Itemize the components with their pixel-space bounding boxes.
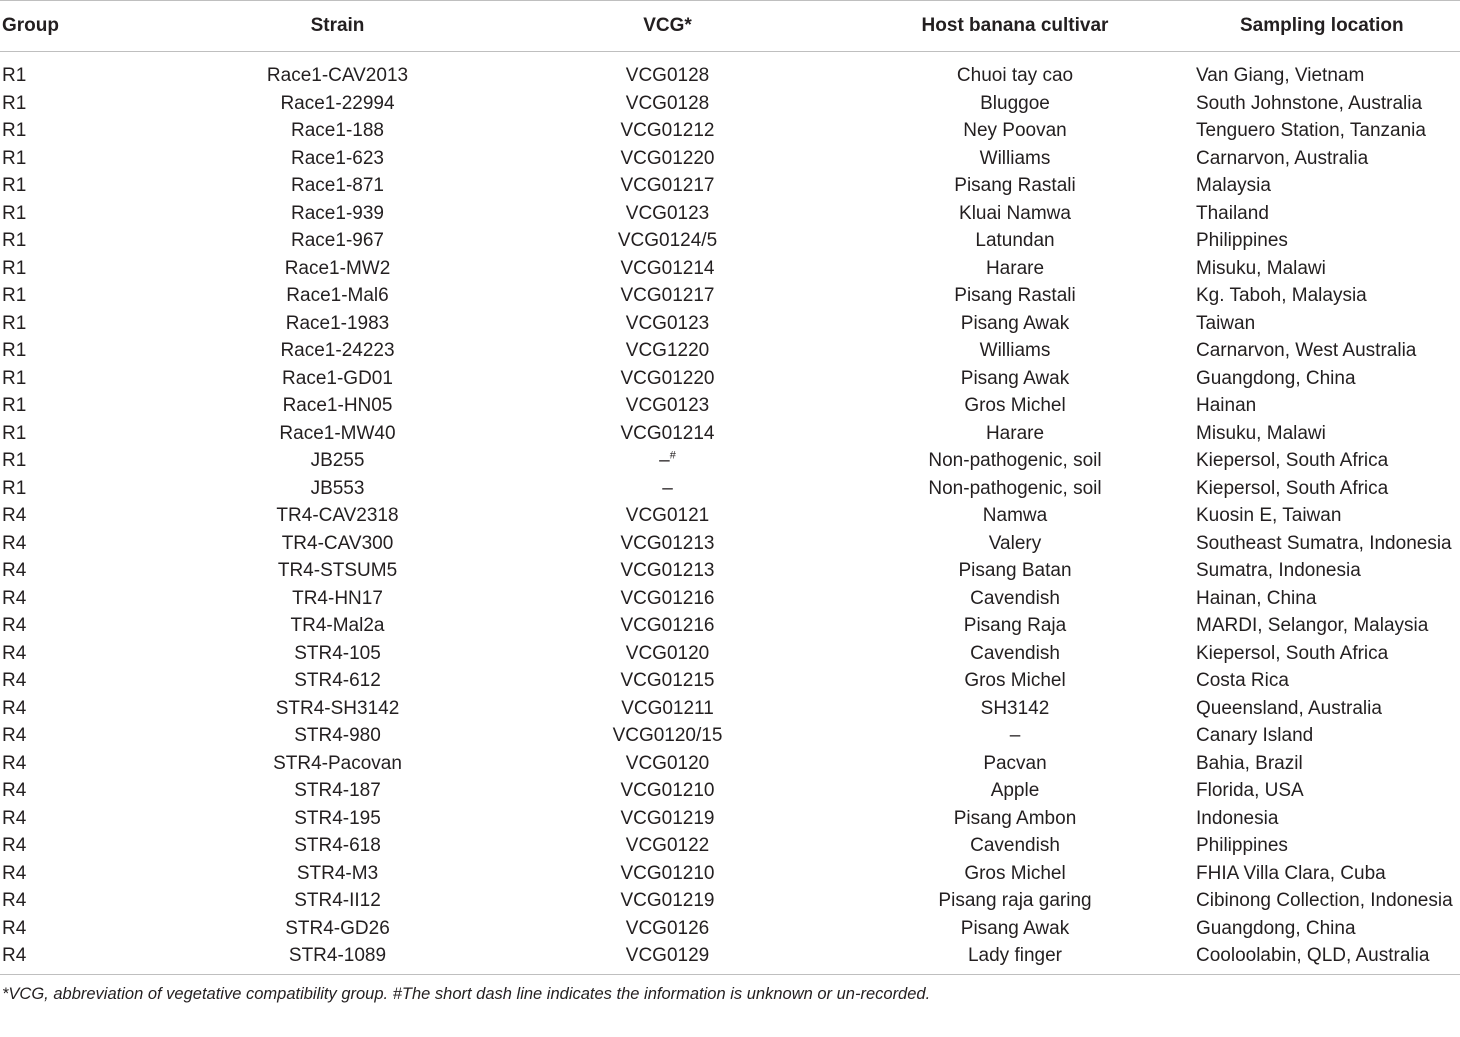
cell-vcg-value: – xyxy=(662,477,673,499)
cell-vcg-value: VCG01215 xyxy=(620,670,715,691)
cell-strain: STR4-612 xyxy=(294,670,381,691)
cell-strain: STR4-618 xyxy=(294,835,381,856)
cell-vcg xyxy=(485,612,850,640)
table-row xyxy=(0,392,1460,420)
cell-vcg-value: VCG01213 xyxy=(620,560,715,581)
cell-host: Pisang Awak xyxy=(960,367,1070,389)
cell-vcg-value: VCG0129 xyxy=(625,945,710,966)
table-row xyxy=(0,117,1460,145)
table-row xyxy=(0,777,1460,805)
cell-vcg-value: VCG0120/15 xyxy=(612,725,723,746)
cell-group: R4 xyxy=(2,725,27,746)
cell-vcg xyxy=(485,887,850,915)
cell-group: R1 xyxy=(2,367,27,389)
cell-host: Gros Michel xyxy=(964,395,1066,416)
table-row xyxy=(0,475,1460,503)
cell-group: R1 xyxy=(2,340,27,361)
cell-vcg xyxy=(485,805,850,833)
cell-vcg xyxy=(485,557,850,585)
table-row xyxy=(0,365,1460,393)
cell-vcg xyxy=(485,337,850,365)
cell-strain: Race1-GD01 xyxy=(282,367,393,389)
cell-location: Guangdong, China xyxy=(1196,917,1356,939)
cell-vcg-value: VCG01211 xyxy=(621,697,714,719)
cell-vcg xyxy=(485,310,850,338)
cell-host: Pisang Batan xyxy=(958,560,1072,581)
header-vcg: VCG* xyxy=(485,1,850,52)
cell-vcg-value: VCG01214 xyxy=(620,257,715,279)
cell-vcg-value: VCG01217 xyxy=(620,175,715,196)
cell-vcg-value: VCG01210 xyxy=(620,862,715,884)
cell-host: Non-pathogenic, soil xyxy=(928,477,1102,499)
cell-vcg xyxy=(485,915,850,943)
cell-location: Cibinong Collection, Indonesia xyxy=(1196,890,1453,911)
cell-location: Sumatra, Indonesia xyxy=(1196,560,1361,581)
table-row xyxy=(0,942,1460,974)
table-row xyxy=(0,585,1460,613)
table-row xyxy=(0,805,1460,833)
table-row xyxy=(0,310,1460,338)
cell-group: R4 xyxy=(2,890,27,911)
table-header xyxy=(0,1,1460,52)
cell-group: R1 xyxy=(2,477,27,499)
cell-host: Pacvan xyxy=(983,752,1047,774)
cell-strain: Race1-188 xyxy=(291,120,384,141)
cell-host: Bluggoe xyxy=(980,92,1050,114)
cell-vcg-value: – xyxy=(659,450,670,471)
cell-host: SH3142 xyxy=(980,697,1050,719)
cell-vcg xyxy=(485,392,850,420)
cell-host: Pisang Raja xyxy=(963,615,1067,636)
cell-group: R4 xyxy=(2,752,27,774)
cell-location: Indonesia xyxy=(1196,807,1279,829)
cell-host: Cavendish xyxy=(970,642,1060,664)
cell-group: R4 xyxy=(2,505,27,526)
table-row xyxy=(0,52,1460,90)
cell-vcg xyxy=(485,530,850,558)
cell-strain: STR4-Pacovan xyxy=(273,752,402,774)
table-row xyxy=(0,667,1460,695)
cell-host: Williams xyxy=(979,340,1051,361)
cell-location: Taiwan xyxy=(1196,312,1256,334)
table-row xyxy=(0,255,1460,283)
cell-group: R1 xyxy=(2,230,27,251)
cell-strain: Race1-1983 xyxy=(285,312,390,334)
cell-group: R1 xyxy=(2,285,27,306)
cell-host: – xyxy=(1009,725,1021,746)
cell-strain: TR4-CAV2318 xyxy=(276,505,399,526)
cell-location: Canary Island xyxy=(1196,725,1314,746)
table-row xyxy=(0,750,1460,778)
cell-group: R1 xyxy=(2,257,27,279)
header-row xyxy=(0,1,1460,52)
cell-host: Pisang Awak xyxy=(960,312,1070,334)
cell-group: R4 xyxy=(2,917,27,939)
cell-strain: Race1-MW2 xyxy=(284,257,391,279)
cell-group: R4 xyxy=(0,942,190,974)
cell-vcg xyxy=(485,860,850,888)
cell-group: R1 xyxy=(2,312,27,334)
cell-host: Ney Poovan xyxy=(963,120,1067,141)
cell-strain: JB255 xyxy=(310,450,365,471)
cell-host: Gros Michel xyxy=(964,670,1066,691)
cell-group: R1 xyxy=(2,120,27,141)
cell-group: R1 xyxy=(2,450,27,471)
table-row xyxy=(0,887,1460,915)
cell-vcg-value: VCG0123 xyxy=(625,202,710,224)
cell-group: R1 xyxy=(2,92,27,114)
cell-location: Costa Rica xyxy=(1196,670,1289,691)
cell-strain: Race1-871 xyxy=(291,175,384,196)
cell-host: Pisang Awak xyxy=(960,917,1070,939)
cell-group: R4 xyxy=(2,670,27,691)
cell-strain: TR4-Mal2a xyxy=(290,615,385,636)
cell-host: Chuoi tay cao xyxy=(956,65,1074,86)
cell-location: Philippines xyxy=(1196,230,1288,251)
cell-vcg xyxy=(485,777,850,805)
cell-strain: STR4-195 xyxy=(294,807,381,829)
cell-vcg xyxy=(485,172,850,200)
cell-host: Valery xyxy=(988,532,1042,554)
cell-strain: TR4-CAV300 xyxy=(281,532,394,554)
cell-vcg xyxy=(485,750,850,778)
table-row xyxy=(0,640,1460,668)
table-row xyxy=(0,447,1460,475)
cell-location: Van Giang, Vietnam xyxy=(1196,65,1365,86)
cell-strain: STR4-SH3142 xyxy=(275,697,400,719)
header-location: Sampling location xyxy=(1180,1,1460,52)
cell-vcg xyxy=(485,722,850,750)
cell-vcg-value: VCG1220 xyxy=(625,340,710,361)
cell-vcg-value: VCG0126 xyxy=(625,917,710,939)
cell-host: Cavendish xyxy=(970,587,1060,609)
table-row xyxy=(0,172,1460,200)
cell-host: Harare xyxy=(985,257,1045,279)
cell-location: Kiepersol, South Africa xyxy=(1196,642,1389,664)
table-row xyxy=(0,502,1460,530)
cell-vcg xyxy=(485,585,850,613)
cell-location: Misuku, Malawi xyxy=(1196,257,1326,279)
cell-location: Bahia, Brazil xyxy=(1196,752,1303,774)
cell-vcg xyxy=(485,832,850,860)
cell-vcg xyxy=(485,447,850,475)
header-group: Group xyxy=(0,1,190,52)
cell-vcg xyxy=(485,227,850,255)
cell-group: R1 xyxy=(2,65,27,86)
cell-group: R1 xyxy=(2,175,27,196)
cell-location: Kiepersol, South Africa xyxy=(1196,450,1389,471)
cell-strain: Race1-CAV2013 xyxy=(266,65,409,86)
cell-vcg-value: VCG0120 xyxy=(625,752,710,774)
cell-location: Carnarvon, West Australia xyxy=(1196,340,1417,361)
table-row xyxy=(0,420,1460,448)
table-row xyxy=(0,612,1460,640)
cell-group: R4 xyxy=(2,697,27,719)
cell-location: Hainan, China xyxy=(1196,587,1317,609)
cell-vcg-value: VCG01210 xyxy=(620,780,715,801)
cell-group: R4 xyxy=(2,780,27,801)
table-row xyxy=(0,90,1460,118)
cell-vcg-value: VCG01212 xyxy=(620,120,715,141)
cell-vcg xyxy=(485,200,850,228)
cell-strain: TR4-HN17 xyxy=(292,587,383,609)
cell-host: Non-pathogenic, soil xyxy=(928,450,1102,471)
cell-vcg-value: VCG01219 xyxy=(620,807,715,829)
cell-host: Pisang raja garing xyxy=(938,890,1092,911)
cell-strain: STR4-1089 xyxy=(190,942,485,974)
cell-strain: STR4-980 xyxy=(294,725,381,746)
cell-host: Harare xyxy=(985,422,1045,444)
cell-vcg-value: VCG0128 xyxy=(625,92,710,114)
table-row xyxy=(0,200,1460,228)
cell-vcg-value: VCG01214 xyxy=(620,422,715,444)
cell-group: R4 xyxy=(2,642,27,664)
cell-vcg-value: VCG0128 xyxy=(625,65,710,86)
cell-location: Kg. Taboh, Malaysia xyxy=(1196,285,1367,306)
cell-vcg xyxy=(485,365,850,393)
cell-vcg xyxy=(485,90,850,118)
cell-host: Cavendish xyxy=(970,835,1060,856)
cell-location: Carnarvon, Australia xyxy=(1196,147,1369,169)
cell-vcg-value: VCG0121 xyxy=(625,505,710,526)
table-row xyxy=(0,695,1460,723)
cell-vcg xyxy=(485,640,850,668)
cell-vcg xyxy=(485,475,850,503)
cell-vcg-value: VCG01213 xyxy=(620,532,715,554)
cell-location: Thailand xyxy=(1196,202,1269,224)
cell-vcg xyxy=(485,942,850,974)
cell-vcg xyxy=(485,502,850,530)
cell-group: R1 xyxy=(2,147,27,169)
cell-location: Tenguero Station, Tanzania xyxy=(1196,120,1426,141)
table-row xyxy=(0,227,1460,255)
cell-strain: Race1-Mal6 xyxy=(286,285,389,306)
cell-location: FHIA Villa Clara, Cuba xyxy=(1196,862,1386,884)
cell-location: Kuosin E, Taiwan xyxy=(1196,505,1342,526)
cell-vcg-value: VCG0123 xyxy=(625,312,710,334)
cell-strain: STR4-M3 xyxy=(296,862,379,884)
cell-location: Misuku, Malawi xyxy=(1196,422,1326,444)
cell-vcg-value: VCG0123 xyxy=(625,395,710,416)
cell-host: Williams xyxy=(979,147,1051,169)
cell-location: Cooloolabin, QLD, Australia xyxy=(1180,942,1460,974)
cell-strain: Race1-24223 xyxy=(280,340,395,361)
cell-vcg xyxy=(485,52,850,90)
cell-vcg-value: VCG0120 xyxy=(625,642,710,664)
table-row xyxy=(0,860,1460,888)
cell-group: R4 xyxy=(2,807,27,829)
table-body xyxy=(0,52,1460,975)
cell-strain: STR4-II12 xyxy=(294,890,381,911)
cell-strain: Race1-623 xyxy=(291,147,384,169)
table-row xyxy=(0,722,1460,750)
table-row xyxy=(0,915,1460,943)
cell-vcg xyxy=(485,145,850,173)
cell-location: MARDI, Selangor, Malaysia xyxy=(1196,615,1429,636)
cell-host: Pisang Rastali xyxy=(954,175,1076,196)
cell-strain: JB553 xyxy=(310,477,365,499)
cell-strain: Race1-MW40 xyxy=(279,422,396,444)
cell-strain: STR4-GD26 xyxy=(285,917,390,939)
cell-vcg xyxy=(485,282,850,310)
cell-vcg xyxy=(485,420,850,448)
cell-group: R4 xyxy=(2,560,27,581)
cell-group: R1 xyxy=(2,422,27,444)
cell-group: R1 xyxy=(2,395,27,416)
table-row xyxy=(0,282,1460,310)
cell-host: Kluai Namwa xyxy=(959,202,1071,224)
cell-location: South Johnstone, Australia xyxy=(1196,92,1423,114)
cell-location: Malaysia xyxy=(1196,175,1271,196)
cell-group: R4 xyxy=(2,615,27,636)
table-row xyxy=(0,337,1460,365)
cell-vcg xyxy=(485,667,850,695)
cell-host: Lady finger xyxy=(850,942,1180,974)
cell-location: Guangdong, China xyxy=(1196,367,1356,389)
cell-group: R4 xyxy=(2,862,27,884)
cell-vcg-value: VCG0122 xyxy=(625,835,710,856)
cell-group: R1 xyxy=(2,202,27,224)
cell-location: Florida, USA xyxy=(1196,780,1304,801)
cell-strain: Race1-939 xyxy=(291,202,384,224)
cell-location: Southeast Sumatra, Indonesia xyxy=(1196,532,1452,554)
cell-vcg xyxy=(485,117,850,145)
cell-location: Philippines xyxy=(1196,835,1288,856)
cell-vcg xyxy=(485,255,850,283)
cell-location: Hainan xyxy=(1196,395,1257,416)
cell-vcg-value: VCG01217 xyxy=(620,285,715,306)
table-row xyxy=(0,557,1460,585)
table-row xyxy=(0,530,1460,558)
cell-strain: STR4-105 xyxy=(294,642,381,664)
cell-strain: Race1-22994 xyxy=(280,92,395,114)
cell-group: R4 xyxy=(2,835,27,856)
cell-location: Queensland, Australia xyxy=(1196,697,1382,719)
cell-vcg-value: VCG01216 xyxy=(620,615,715,636)
header-host: Host banana cultivar xyxy=(850,1,1180,52)
cell-host: Pisang Rastali xyxy=(954,285,1076,306)
cell-strain: STR4-187 xyxy=(294,780,381,801)
cell-group: R4 xyxy=(2,532,27,554)
table-footnote: *VCG, abbreviation of vegetative compatibility group. #The short dash line indicates the information is unknown or un-recorded. xyxy=(2,984,931,1003)
cell-location: Kiepersol, South Africa xyxy=(1196,477,1389,499)
table-row xyxy=(0,832,1460,860)
cell-vcg-value: VCG01219 xyxy=(620,890,715,911)
cell-host: Gros Michel xyxy=(964,862,1066,884)
cell-host: Pisang Ambon xyxy=(953,807,1077,829)
cell-strain: Race1-967 xyxy=(291,230,384,251)
table-row xyxy=(0,145,1460,173)
cell-vcg-value: VCG01220 xyxy=(620,367,715,389)
cell-host: Namwa xyxy=(982,505,1048,526)
cell-group: R4 xyxy=(2,587,27,609)
cell-vcg-value: VCG0124/5 xyxy=(617,230,718,251)
cell-strain: Race1-HN05 xyxy=(282,395,393,416)
header-strain: Strain xyxy=(190,1,485,52)
cell-host: Latundan xyxy=(975,230,1055,251)
cell-strain: TR4-STSUM5 xyxy=(277,560,398,581)
cell-vcg-footnote-mark: # xyxy=(669,449,676,462)
cell-vcg-value: VCG01220 xyxy=(620,147,715,169)
cell-host: Apple xyxy=(990,780,1040,801)
cell-vcg xyxy=(485,695,850,723)
cell-vcg-value: VCG01216 xyxy=(620,587,715,609)
